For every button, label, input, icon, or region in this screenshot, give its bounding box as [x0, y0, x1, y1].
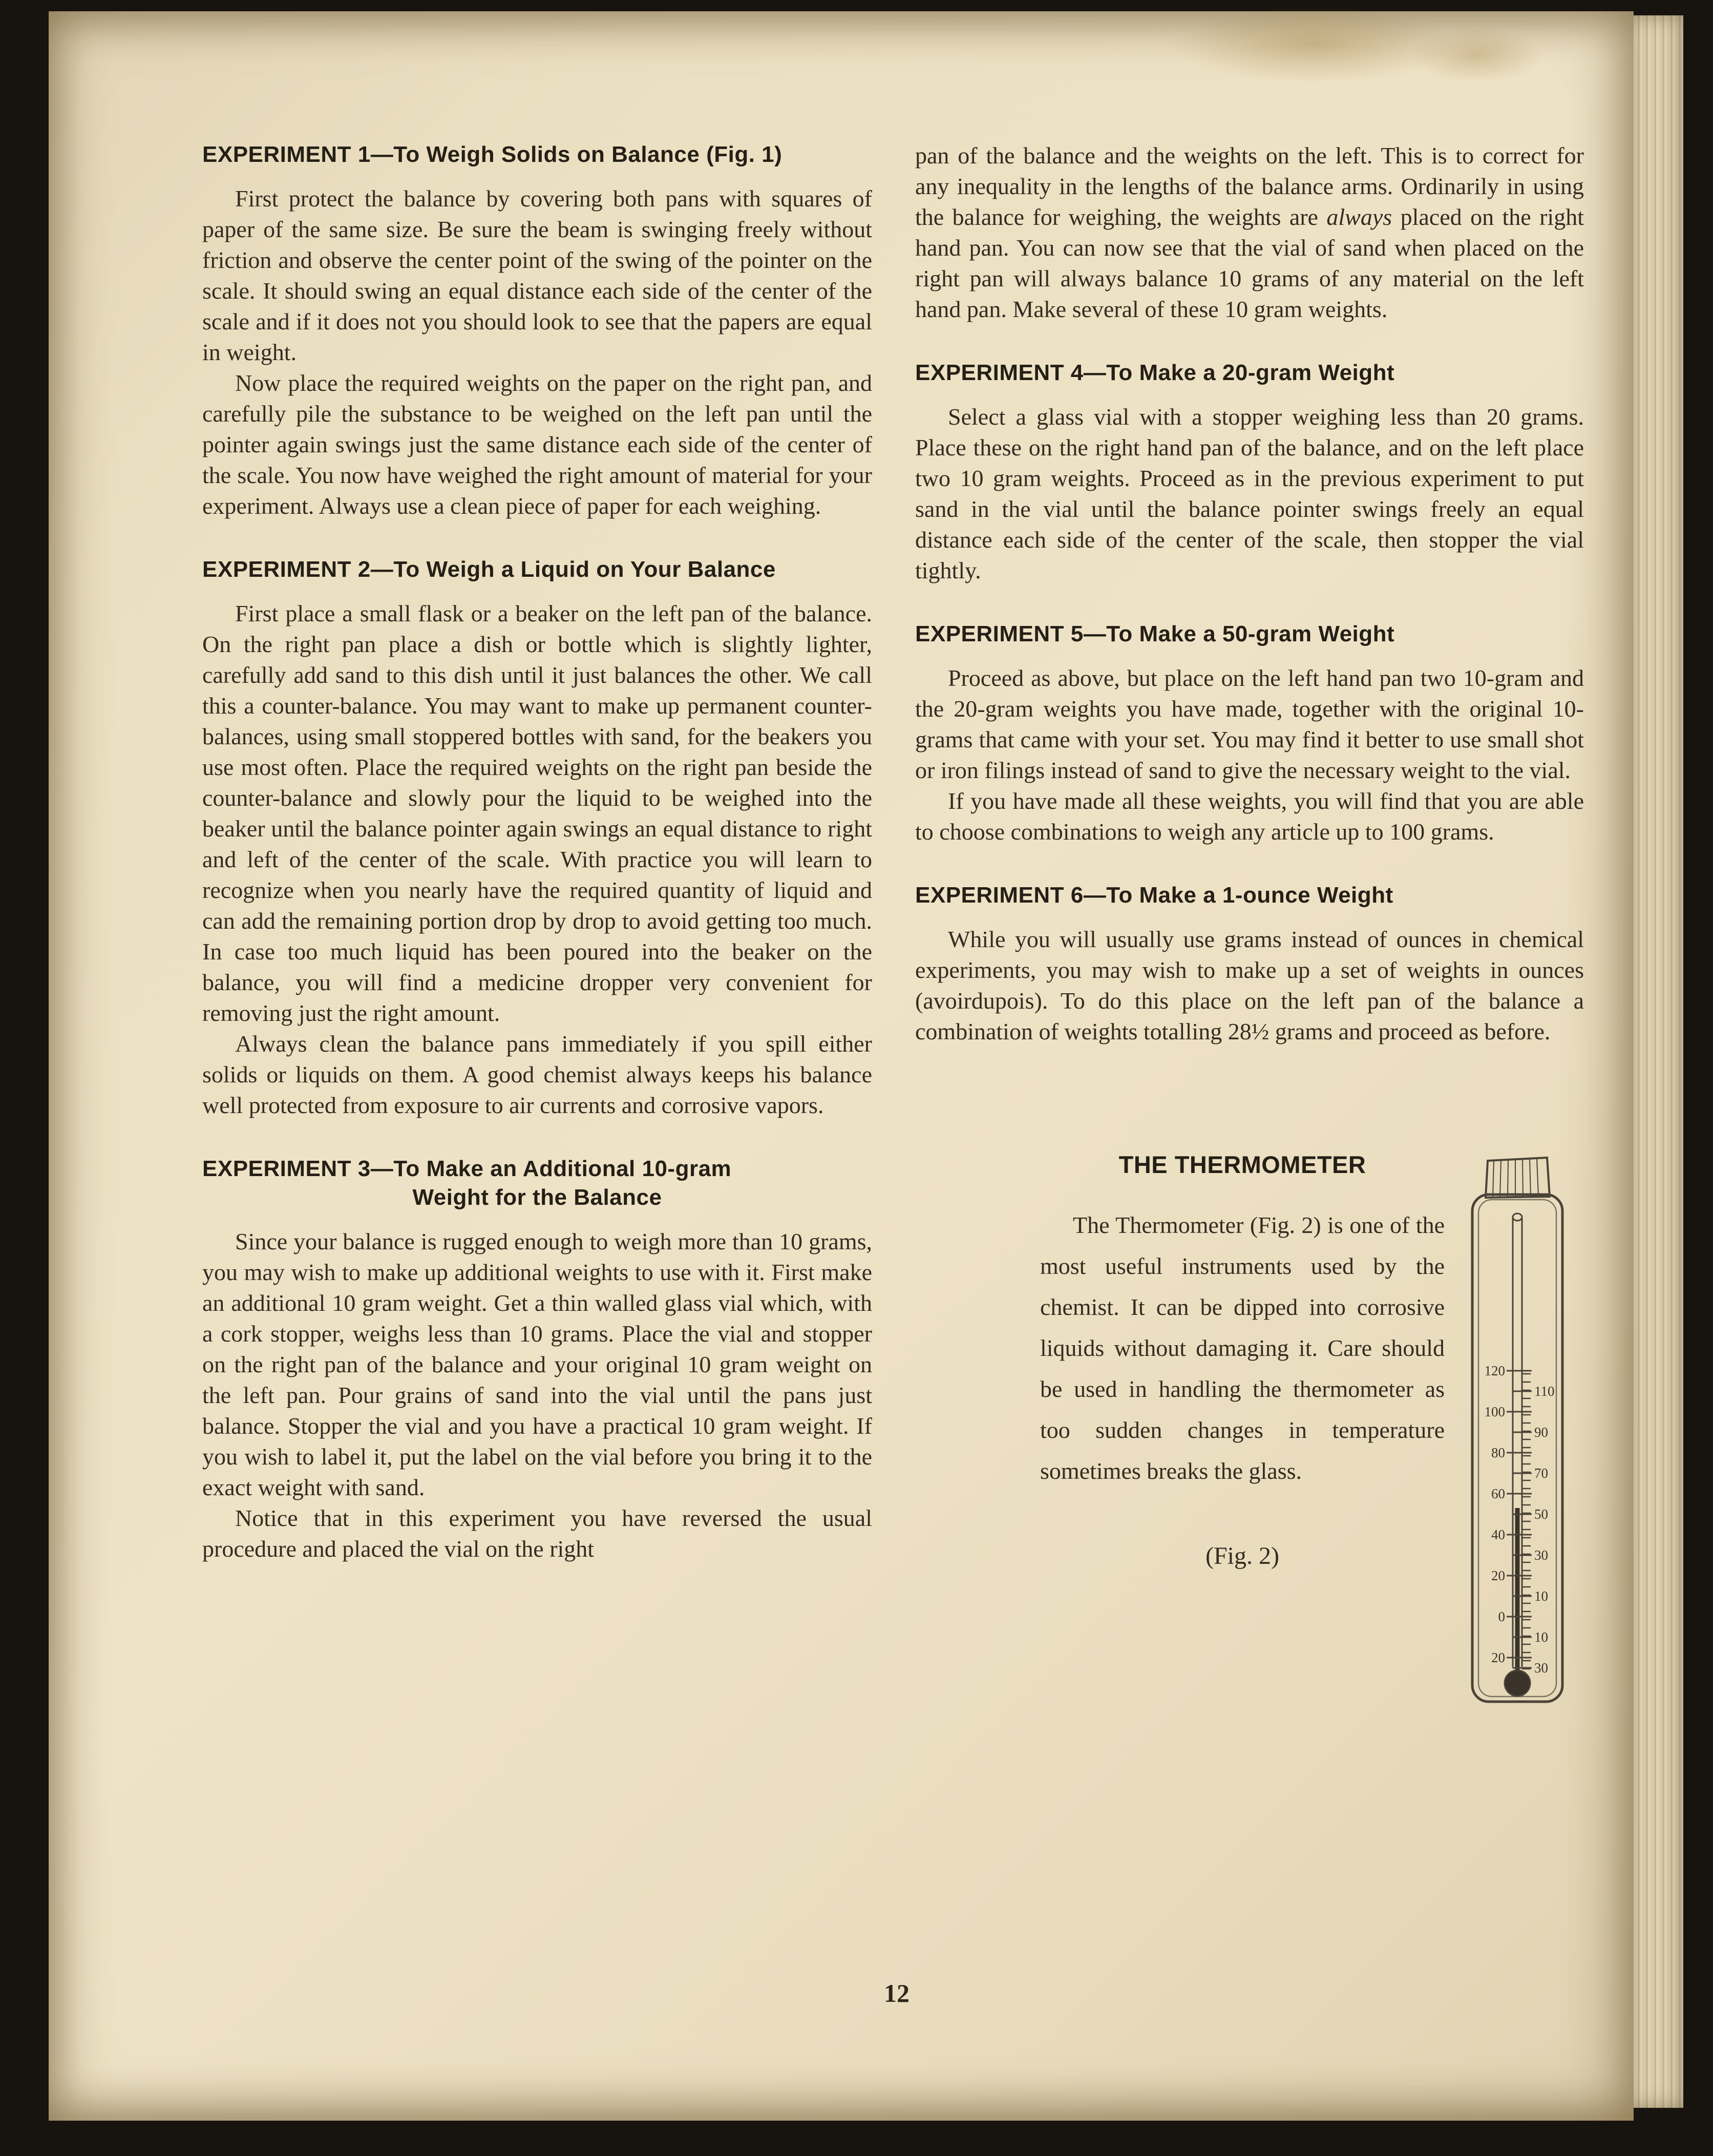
scale-label: 20 [1491, 1650, 1505, 1665]
text-run: pan of the balance and the weights on the left. This is to correct for any inequality in the lengths of the balance arms. Ordinarily in using the balance for weighing, the weights are [915, 142, 1584, 230]
heading-line: Weight for the Balance [412, 1185, 662, 1210]
heading-line: EXPERIMENT 3—To Make an Additional 10-gram [202, 1156, 732, 1181]
scale-label: 20 [1491, 1568, 1505, 1583]
paragraph-continued [915, 140, 1584, 325]
book-fore-edge [1626, 15, 1683, 2108]
scale-label: 100 [1484, 1404, 1505, 1419]
paragraph: Notice that in this experiment you have reversed the usual procedure and placed the vial on the right [202, 1505, 872, 1562]
paragraph: While you will usually use grams instead of ounces in chemical experiments, you may wish to make up a set of weights in ounces (avoirdupois). To do this place on the left pan of the balance a combination of weights totalling 28½ grams and proceed as before. [915, 926, 1584, 1044]
thermometer-figure [1455, 1149, 1581, 1754]
page [49, 11, 1634, 2121]
scale-label: 10 [1534, 1588, 1548, 1604]
thermometer-capillary-icon [1513, 1213, 1522, 1670]
thermometer-heading: THE THERMOMETER [1118, 1151, 1366, 1178]
paper-stain [1411, 27, 1544, 83]
thermometer-cork-icon [1486, 1158, 1550, 1198]
experiment-4-heading: EXPERIMENT 4—To Make a 20-gram Weight [915, 360, 1395, 385]
thermometer-text [1040, 1205, 1445, 1492]
scale-label: 10 [1534, 1629, 1548, 1645]
page-number: 12 [884, 1979, 910, 2007]
paragraph: First place a small flask or a beaker on the left pan of the balance. On the right pan place a dish or bottle which is slightly lighter, carefully add sand to this dish until it just balances the other. We call this a counter-balance. You may want to make up permanent counter-balances, using small stoppered bottles with sand, for the beakers you use most often. Place the required weights on the right pan beside the counter-balance and slowly pour the liquid to be weighed into the beaker until the balance pointer again swings an equal distance to right and left of the center of the scale. With practice you will learn to recognize when you nearly have the required quantity of liquid and can add the remaining portion drop by drop to avoid getting too much. In case too much liquid has been poured into the beaker on the balance, you will find a medicine dropper very convenient for removing just the right amount. [202, 600, 872, 1026]
paper-stain [1170, 6, 1457, 83]
scale-label: 70 [1534, 1466, 1548, 1481]
experiment-1-heading: EXPERIMENT 1—To Weigh Solids on Balance (Fig. 1) [202, 142, 783, 167]
thermometer-bulb-icon [1505, 1670, 1530, 1696]
paragraph: Proceed as above, but place on the left hand pan two 10-gram and the 20-gram weights you have made, together with the original 10-grams that came with your set. You may find it better to use small shot or iron filings instead of sand to give the necessary weight to the vial. [915, 665, 1584, 783]
scale-label: 90 [1534, 1425, 1548, 1440]
paragraph: Now place the required weights on the paper on the right pan, and carefully pile the substance to be weighed on the left pan until the pointer again swings just the same distance each side of the center of the scale. You now have weighed the right amount of material for your experiment. Always use a clean piece of paper for each weighing. [202, 370, 872, 519]
experiment-5-heading: EXPERIMENT 5—To Make a 50-gram Weight [915, 621, 1395, 646]
paragraph: Always clean the balance pans immediately if you spill either solids or liquids on them. A good chemist always keeps his balance well protected from exposure to air currents and corrosive vapors. [202, 1031, 872, 1118]
text-run: placed on the right hand pan. You can now see that the vial of sand when placed on the right pan will always balance 10 grams of any material on the left hand pan. Make several of these 10 gram weights. [915, 204, 1584, 322]
figure-2-caption: (Fig. 2) [1206, 1542, 1279, 1569]
scale-label: 110 [1534, 1384, 1555, 1399]
thermometer-section [915, 1149, 1584, 1795]
scale-label: 40 [1491, 1527, 1505, 1542]
paragraph: Select a glass vial with a stopper weighing less than 20 grams. Place these on the right hand pan of the balance, and on the left place two 10 gram weights. Proceed as in the previous experiment to put sand in the vial until the balance pointer swings freely an equal distance each side of the center of the scale, then stopper the vial tightly. [915, 404, 1584, 583]
experiment-6-heading: EXPERIMENT 6—To Make a 1-ounce Weight [915, 883, 1393, 908]
left-column [202, 140, 872, 1564]
scale-label: 0 [1498, 1609, 1505, 1624]
italic-text: always [1326, 204, 1392, 230]
paragraph: If you have made all these weights, you will find that you are able to choose combinations to weigh any article up to 100 grams. [915, 788, 1584, 845]
scale-label: 80 [1491, 1445, 1505, 1460]
paragraph: Since your balance is rugged enough to weigh more than 10 grams, you may wish to make up additional weights to use with it. First make an additional 10 gram weight. Get a thin walled glass vial which, with a cork stopper, weighs less than 10 grams. Place the vial and stopper on the right pan of the balance and your original 10 gram weight on the left pan. Pour grains of sand into the vial until the pans just balance. Stopper the vial and you have a practical 10 gram weight. If you wish to label it, put the label on the vial before you bring it to the exact weight with sand. [202, 1228, 872, 1500]
scale-label: 120 [1484, 1363, 1505, 1378]
paragraph: The Thermometer (Fig. 2) is one of the most useful instruments used by the chemist. It can be dipped into corrosive liquids without damaging it. Care should be used in handling the thermometer as too sudden changes in temperature sometimes breaks the glass. [1040, 1212, 1445, 1484]
right-column [915, 140, 1584, 1795]
experiment-3-heading [202, 1155, 872, 1212]
paragraph: First protect the balance by covering both pans with squares of paper of the same size. Be sure the beam is swinging freely without friction and observe the center point of the swing of the pointer on the scale. It should swing an equal distance each side of the center of the scale and if it does not you should look to see that the papers are equal in weight. [202, 185, 872, 365]
experiment-2-heading: EXPERIMENT 2—To Weigh a Liquid on Your Balance [202, 557, 776, 582]
scale-label: 50 [1534, 1506, 1548, 1522]
scale-label: 30 [1534, 1547, 1548, 1563]
scale-label: 30 [1534, 1660, 1548, 1676]
scale-label: 60 [1491, 1486, 1505, 1501]
